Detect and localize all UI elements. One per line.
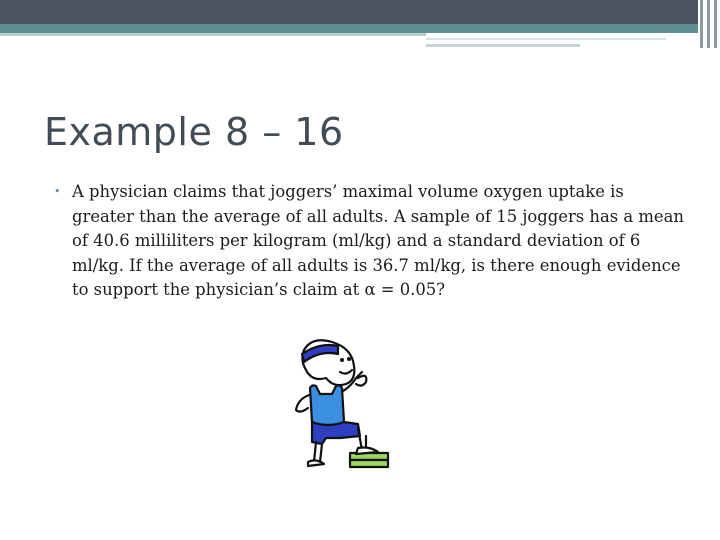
header-rule-3 [426,44,580,47]
header-band-teal [0,24,698,33]
bullet-item [54,180,684,303]
header-rule-2 [426,38,666,40]
jogger-stepping-illustration [282,332,394,474]
header-rule-1 [0,33,426,36]
header-band-dark [0,0,698,24]
bullet-text: A physician claims that joggers’ maximal volume oxygen uptake is greater than the average of all adults. A sample of 15 joggers has a mean of 40.6 milliliters per kilogram (ml/kg) and a standard deviation of 6 ml/kg. If the average of all adults is 36.7 ml/kg, is there enough evidence to support the physician’s claim at α = 0.05? [72,182,684,299]
bullet-dot-icon: • [54,185,61,198]
header-corner-stripes [698,0,720,48]
slide-title: Example 8 – 16 [44,110,344,154]
